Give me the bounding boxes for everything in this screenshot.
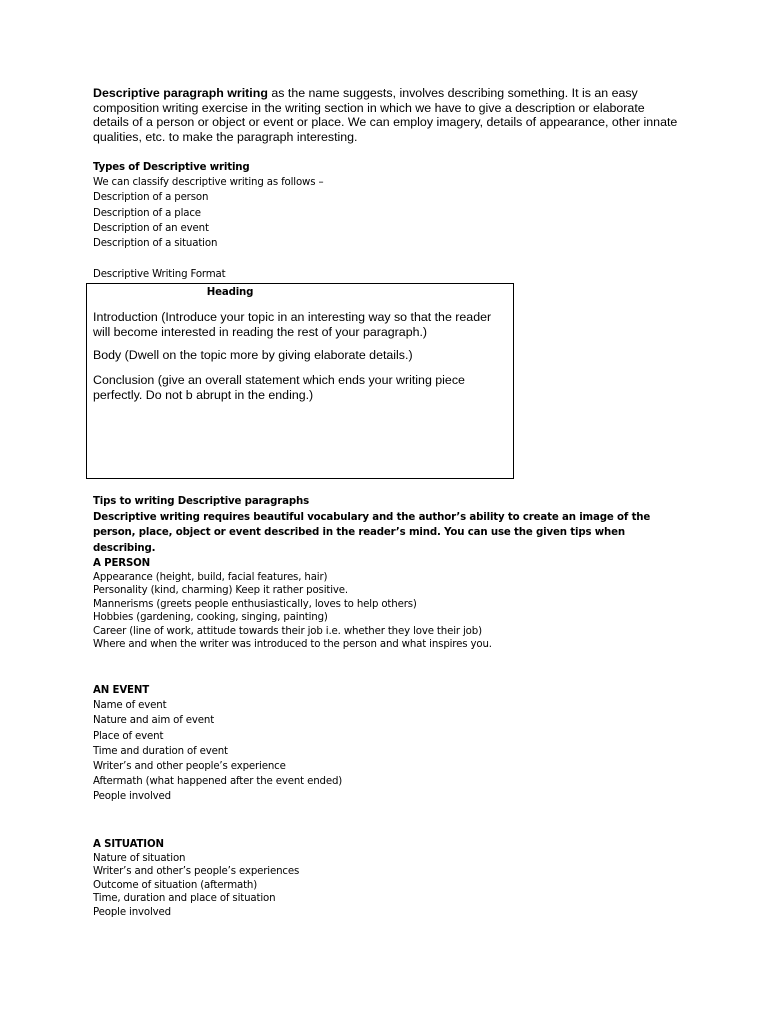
event-item: Name of event bbox=[93, 700, 167, 712]
types-section bbox=[93, 160, 693, 251]
person-item: Career (line of work, attitude towards their job i.e. whether they love their job) bbox=[93, 625, 482, 637]
intro-bold-lead: Descriptive paragraph writing bbox=[93, 86, 268, 100]
situation-heading: A SITUATION bbox=[93, 839, 164, 850]
event-item: Time and duration of event bbox=[93, 745, 228, 757]
types-item: Description of a person bbox=[93, 192, 209, 204]
format-introduction: Introduction (Introduce your topic in an interesting way so that the reader will become interested in reading the rest of your paragraph.) bbox=[93, 310, 492, 339]
person-item: Mannerisms (greets people enthusiastically, loves to help others) bbox=[93, 598, 417, 610]
person-item: Personality (kind, charming) Keep it rather positive. bbox=[93, 585, 349, 596]
person-item: Hobbies (gardening, cooking, singing, painting) bbox=[93, 612, 328, 623]
situation-item: Outcome of situation (aftermath) bbox=[93, 879, 258, 891]
event-heading: AN EVENT bbox=[93, 685, 150, 696]
types-heading: Types of Descriptive writing bbox=[93, 162, 250, 173]
intro-paragraph bbox=[93, 86, 683, 145]
person-heading: A PERSON bbox=[93, 558, 151, 569]
format-body: Body (Dwell on the topic more by giving elaborate details.) bbox=[93, 348, 413, 362]
event-item: Place of event bbox=[93, 730, 164, 742]
situation-item: Nature of situation bbox=[93, 852, 186, 864]
tips-description: Descriptive writing requires beautiful vocabulary and the author’s ability to create an image of the person, place, object or event described in the reader’s mind. You can use the given tips when describing. bbox=[93, 512, 651, 554]
person-item: Appearance (height, build, facial features, hair) bbox=[93, 571, 328, 583]
person-section bbox=[93, 557, 693, 652]
format-conclusion: Conclusion (give an overall statement which ends your writing piece perfectly. Do not b abrupt in the ending.) bbox=[93, 373, 465, 402]
event-section bbox=[93, 683, 693, 805]
types-item: Description of an event bbox=[93, 222, 209, 234]
tips-heading: Tips to writing Descriptive paragraphs bbox=[93, 496, 310, 507]
event-item: People involved bbox=[93, 791, 171, 803]
situation-section bbox=[93, 838, 693, 919]
event-item: Nature and aim of event bbox=[93, 715, 215, 727]
situation-item: People involved bbox=[93, 906, 171, 918]
types-item: Description of a situation bbox=[93, 238, 218, 250]
event-item: Aftermath (what happened after the event ended) bbox=[93, 776, 343, 788]
format-label: Descriptive Writing Format bbox=[93, 269, 226, 280]
situation-item: Time, duration and place of situation bbox=[93, 893, 276, 904]
types-item: We can classify descriptive writing as follows – bbox=[93, 177, 324, 189]
situation-item: Writer’s and other’s people’s experiences bbox=[93, 866, 300, 877]
format-box-heading: Heading bbox=[206, 287, 254, 298]
intro-text: as the name suggests, involves describing something. It is an easy composition writing exercise in the writing section in which we have to give a description or elaborate details of a person or object or event or place. We can employ imagery, details of appearance, other innate qualities, etc. to make the paragraph interesting. bbox=[93, 86, 678, 145]
person-item: Where and when the writer was introduced to the person and what inspires you. bbox=[93, 639, 492, 650]
types-item: Description of a place bbox=[93, 207, 201, 219]
event-item: Writer’s and other people’s experience bbox=[93, 761, 286, 773]
